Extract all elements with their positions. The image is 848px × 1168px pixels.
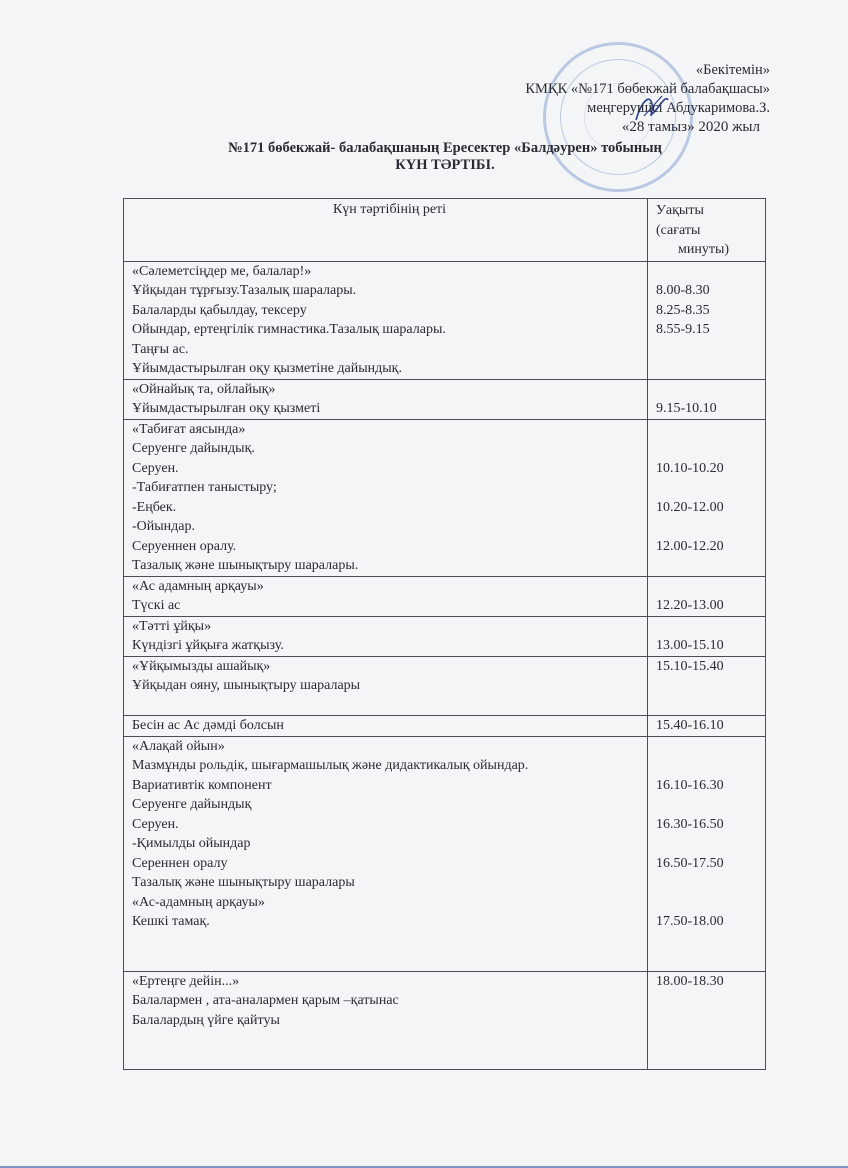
activity-line: Мазмұнды рольдік, шығармашылық және дидактикалық ойындар. [132, 758, 529, 773]
activity-line: Серуенге дайындық [132, 797, 252, 812]
time-line [656, 951, 765, 971]
time-line [656, 932, 765, 952]
activity-line: «Ұйқымызды ашайық» [132, 658, 271, 674]
time-line [656, 696, 765, 716]
time-cell [648, 261, 766, 379]
approval-date: «28 тамыз» 2020 жыл [621, 119, 760, 135]
time-line [656, 340, 765, 360]
time-line [656, 991, 765, 1011]
activity-line: -Ойындар. [132, 519, 195, 534]
activity-line: Ұйымдастырылған оқу қызметі [132, 401, 321, 416]
time-cell [648, 419, 766, 576]
time-cell [648, 576, 766, 616]
document-title [150, 140, 740, 174]
header-time-line: Уақыты [656, 203, 704, 218]
activity-line: «Ас-адамның арқауы» [132, 894, 265, 910]
activity-cell [124, 656, 648, 716]
time-line [656, 420, 765, 440]
table-row [124, 656, 766, 716]
time-line [656, 795, 765, 815]
activity-line: Серуеннен оралу. [132, 538, 237, 554]
time-line [656, 676, 765, 696]
activity-cell [124, 576, 648, 616]
activity-cell [124, 716, 648, 737]
time-line: 13.00-15.10 [656, 638, 724, 653]
activity-line: Кешкі тамақ. [132, 914, 210, 929]
time-cell [648, 656, 766, 716]
activity-line: Серуенге дайындық. [132, 441, 255, 456]
time-line [656, 439, 765, 459]
activity-line: Балаларды қабылдау, тексеру [132, 302, 307, 318]
time-line [656, 478, 765, 498]
table-row [124, 419, 766, 576]
approval-head-name: меңгерушісі Абдукаримова.З. [587, 100, 770, 116]
activity-line: Бесін ас Ас дәмді болсын [132, 718, 284, 733]
table-row [124, 736, 766, 971]
time-line: 17.50-18.00 [656, 914, 724, 929]
time-line [656, 737, 765, 757]
time-cell [648, 716, 766, 737]
time-line [656, 756, 765, 776]
header-time [648, 199, 766, 262]
time-line: 10.10-10.20 [656, 460, 724, 476]
time-line [656, 577, 765, 597]
time-line: 15.40-16.10 [656, 718, 724, 733]
activity-line: -Еңбек. [132, 499, 177, 515]
time-line [656, 617, 765, 637]
time-line: 16.50-17.50 [656, 855, 724, 871]
time-line [656, 262, 765, 282]
activity-line: «Ертеңге дейін...» [132, 973, 240, 989]
activity-line: Түскі ас [132, 598, 181, 613]
table-row [124, 971, 766, 1070]
activity-line: Тазалық және шынықтыру шаралары. [132, 558, 359, 573]
activity-line [132, 1030, 647, 1050]
time-line [656, 1011, 765, 1031]
activity-line: «Алақай ойын» [132, 738, 225, 754]
activity-line: Серуен. [132, 816, 179, 832]
table-row [124, 379, 766, 419]
activity-line: Күндізгі ұйқыға жатқызу. [132, 638, 284, 653]
activity-line: Сереннен оралу [132, 855, 228, 871]
activity-line [132, 696, 647, 716]
header-time-line: (сағаты [656, 222, 701, 238]
time-line [656, 873, 765, 893]
activity-cell [124, 261, 648, 379]
approval-block [440, 61, 770, 137]
time-line: 16.30-16.50 [656, 816, 724, 832]
activity-line [132, 932, 647, 952]
table-row [124, 261, 766, 379]
activity-cell [124, 971, 648, 1070]
header-time-line: минуты) [678, 242, 730, 257]
activity-line: Серуен. [132, 460, 179, 476]
time-line: 8.00-8.30 [656, 283, 710, 298]
activity-line: -Қимылды ойындар [132, 836, 251, 851]
time-cell [648, 971, 766, 1070]
time-line: 18.00-18.30 [656, 973, 724, 989]
table-header-row [124, 199, 766, 262]
time-line: 9.15-10.10 [656, 401, 717, 416]
activity-line: Балалардың үйге қайтуы [132, 1012, 280, 1028]
table-row [124, 616, 766, 656]
activity-line: Ұйқыдан тұрғызу.Тазалық шаралары. [132, 283, 357, 298]
time-cell [648, 736, 766, 971]
time-line [656, 556, 765, 576]
time-line: 12.00-12.20 [656, 538, 724, 554]
approval-heading: «Бекітемін» [695, 62, 770, 78]
time-line: 8.25-8.35 [656, 302, 710, 318]
activity-line: «Ас адамның арқауы» [132, 578, 264, 594]
approval-organization: КМҚК «№171 бөбекжай балабақшасы» [525, 81, 770, 97]
time-cell [648, 616, 766, 656]
activity-line: Вариативтік компонент [132, 777, 272, 793]
activity-cell [124, 616, 648, 656]
activity-line [132, 951, 647, 971]
time-line [656, 834, 765, 854]
time-line: 10.20-12.00 [656, 499, 724, 515]
time-line [656, 893, 765, 913]
activity-line: Таңғы ас. [132, 341, 189, 357]
activity-line: «Сәлеметсіңдер ме, балалар!» [132, 263, 312, 279]
time-line [656, 1030, 765, 1050]
time-line [656, 1050, 765, 1070]
title-line-2: КҮН ТӘРТІБІ. [395, 157, 495, 173]
activity-cell [124, 736, 648, 971]
time-line: 12.20-13.00 [656, 598, 724, 613]
time-line [656, 380, 765, 400]
time-line: 16.10-16.30 [656, 777, 724, 793]
header-activity: Күн тәртібінің реті [124, 199, 648, 262]
time-cell [648, 379, 766, 419]
activity-line: Ұйымдастырылған оқу қызметіне дайындық. [132, 361, 402, 376]
time-line: 15.10-15.40 [656, 658, 724, 674]
activity-line: «Ойнайық та, ойлайық» [132, 381, 276, 397]
time-line: 8.55-9.15 [656, 322, 710, 337]
time-line [656, 517, 765, 537]
activity-cell [124, 379, 648, 419]
activity-line: «Табиғат аясында» [132, 421, 246, 437]
table-row [124, 576, 766, 616]
title-line-1: №171 бөбекжай- балабақшаның Ересектер «Балдәурен» тобының [228, 140, 662, 156]
table-row [124, 716, 766, 737]
activity-line: Тазалық және шынықтыру шаралары [132, 875, 355, 890]
activity-line: -Табиғатпен таныстыру; [132, 480, 277, 495]
activity-line: Ұйқыдан ояну, шынықтыру шаралары [132, 678, 361, 693]
activity-line: «Тәтті ұйқы» [132, 618, 212, 634]
activity-line: Ойындар, ертеңгілік гимнастика.Тазалық шаралары. [132, 322, 446, 337]
time-line [656, 359, 765, 379]
activity-line: Балалармен , ата-аналармен қарым –қатынас [132, 993, 399, 1008]
schedule-table [123, 198, 766, 1070]
activity-cell [124, 419, 648, 576]
activity-line [132, 1050, 647, 1070]
